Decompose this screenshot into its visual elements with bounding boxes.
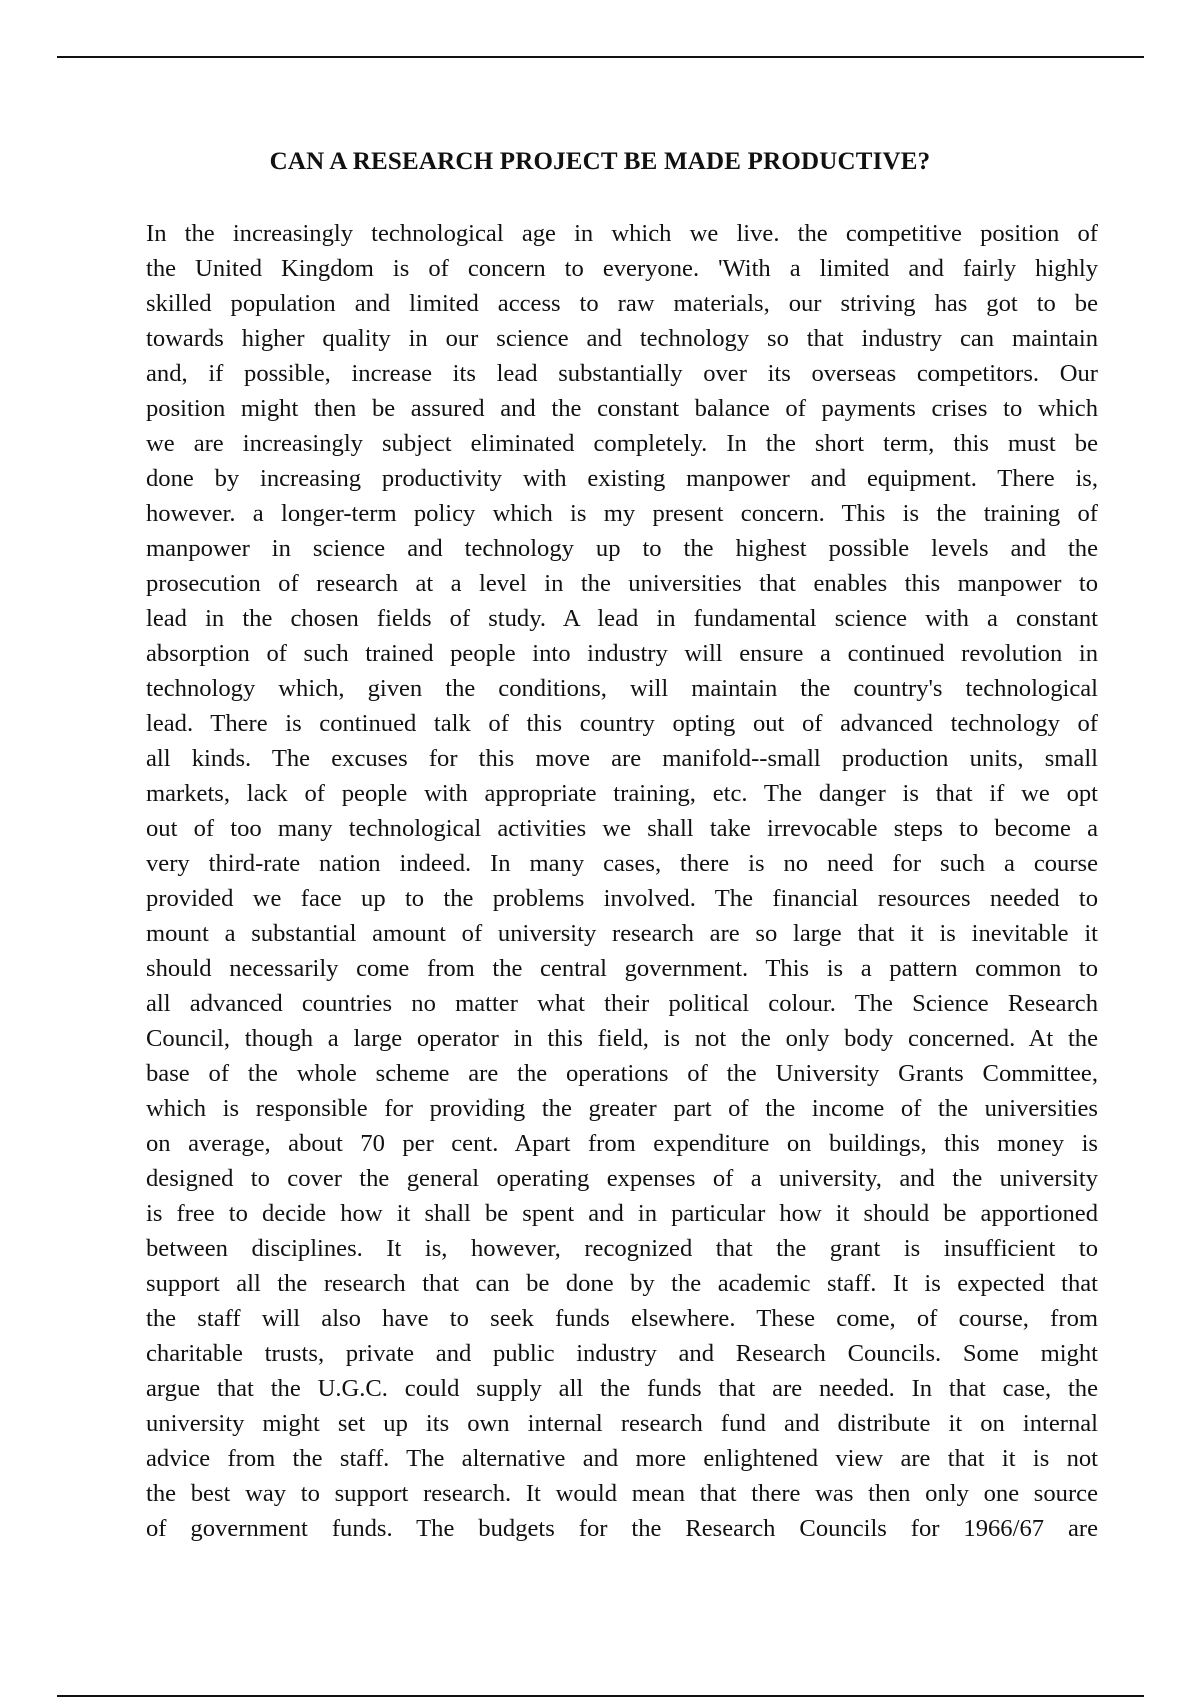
text-line: In the increasingly technological age in which we live. the competitive position of bbox=[146, 220, 1098, 247]
text-line: is free to decide how it shall be spent and in particular how it should be apportioned bbox=[146, 1200, 1098, 1227]
bottom-rule bbox=[57, 1695, 1144, 1697]
text-line: all advanced countries no matter what their political colour. The Science Research bbox=[146, 990, 1098, 1017]
text-line: Council, though a large operator in this field, is not the only body concerned. At the bbox=[146, 1025, 1098, 1052]
text-line: prosecution of research at a level in the universities that enables this manpower to bbox=[146, 570, 1098, 597]
text-line: support all the research that can be done by the academic staff. It is expected that bbox=[146, 1270, 1098, 1297]
text-line: skilled population and limited access to raw materials, our striving has got to be bbox=[146, 290, 1098, 317]
text-line: on average, about 70 per cent. Apart from expenditure on buildings, this money is bbox=[146, 1130, 1098, 1157]
text-line: however. a longer-term policy which is my present concern. This is the training of bbox=[146, 500, 1098, 527]
text-line: done by increasing productivity with existing manpower and equipment. There is, bbox=[146, 465, 1098, 492]
text-line: the United Kingdom is of concern to everyone. 'With a limited and fairly highly bbox=[146, 255, 1098, 282]
text-line: technology which, given the conditions, will maintain the country's technological bbox=[146, 675, 1098, 702]
text-line: which is responsible for providing the greater part of the income of the universities bbox=[146, 1095, 1098, 1122]
text-line: the best way to support research. It would mean that there was then only one source bbox=[146, 1480, 1098, 1507]
text-line: mount a substantial amount of university research are so large that it is inevitable it bbox=[146, 920, 1098, 947]
text-line: very third-rate nation indeed. In many cases, there is no need for such a course bbox=[146, 850, 1098, 877]
text-line: and, if possible, increase its lead substantially over its overseas competitors. Our bbox=[146, 360, 1098, 387]
top-rule bbox=[57, 56, 1144, 58]
text-line: markets, lack of people with appropriate training, etc. The danger is that if we opt bbox=[146, 780, 1098, 807]
text-line: between disciplines. It is, however, recognized that the grant is insufficient to bbox=[146, 1235, 1098, 1262]
text-line: all kinds. The excuses for this move are manifold--small production units, small bbox=[146, 745, 1098, 772]
page-title: CAN A RESEARCH PROJECT BE MADE PRODUCTIVE? bbox=[269, 148, 931, 175]
text-line: designed to cover the general operating expenses of a university, and the university bbox=[146, 1165, 1098, 1192]
text-line: manpower in science and technology up to the highest possible levels and the bbox=[146, 535, 1098, 562]
text-line: of government funds. The budgets for the Research Councils for 1966/67 are bbox=[146, 1515, 1098, 1542]
text-line: out of too many technological activities we shall take irrevocable steps to become a bbox=[146, 815, 1098, 842]
text-line: lead in the chosen fields of study. A lead in fundamental science with a constant bbox=[146, 605, 1098, 632]
text-line: we are increasingly subject eliminated completely. In the short term, this must be bbox=[146, 430, 1098, 457]
text-line: position might then be assured and the constant balance of payments crises to which bbox=[146, 395, 1098, 422]
text-line: argue that the U.G.C. could supply all the funds that are needed. In that case, the bbox=[146, 1375, 1098, 1402]
text-line: university might set up its own internal research fund and distribute it on internal bbox=[146, 1410, 1098, 1437]
text-line: towards higher quality in our science and technology so that industry can maintain bbox=[146, 325, 1098, 352]
text-line: provided we face up to the problems involved. The financial resources needed to bbox=[146, 885, 1098, 912]
text-line: the staff will also have to seek funds elsewhere. These come, of course, from bbox=[146, 1305, 1098, 1332]
text-line: charitable trusts, private and public industry and Research Councils. Some might bbox=[146, 1340, 1098, 1367]
text-line: absorption of such trained people into industry will ensure a continued revolution in bbox=[146, 640, 1098, 667]
text-line: should necessarily come from the central government. This is a pattern common to bbox=[146, 955, 1098, 982]
text-line: base of the whole scheme are the operations of the University Grants Committee, bbox=[146, 1060, 1098, 1087]
body-paragraph bbox=[146, 216, 1098, 1546]
text-line: lead. There is continued talk of this country opting out of advanced technology of bbox=[146, 710, 1098, 737]
text-line: advice from the staff. The alternative and more enlightened view are that it is not bbox=[146, 1445, 1098, 1472]
